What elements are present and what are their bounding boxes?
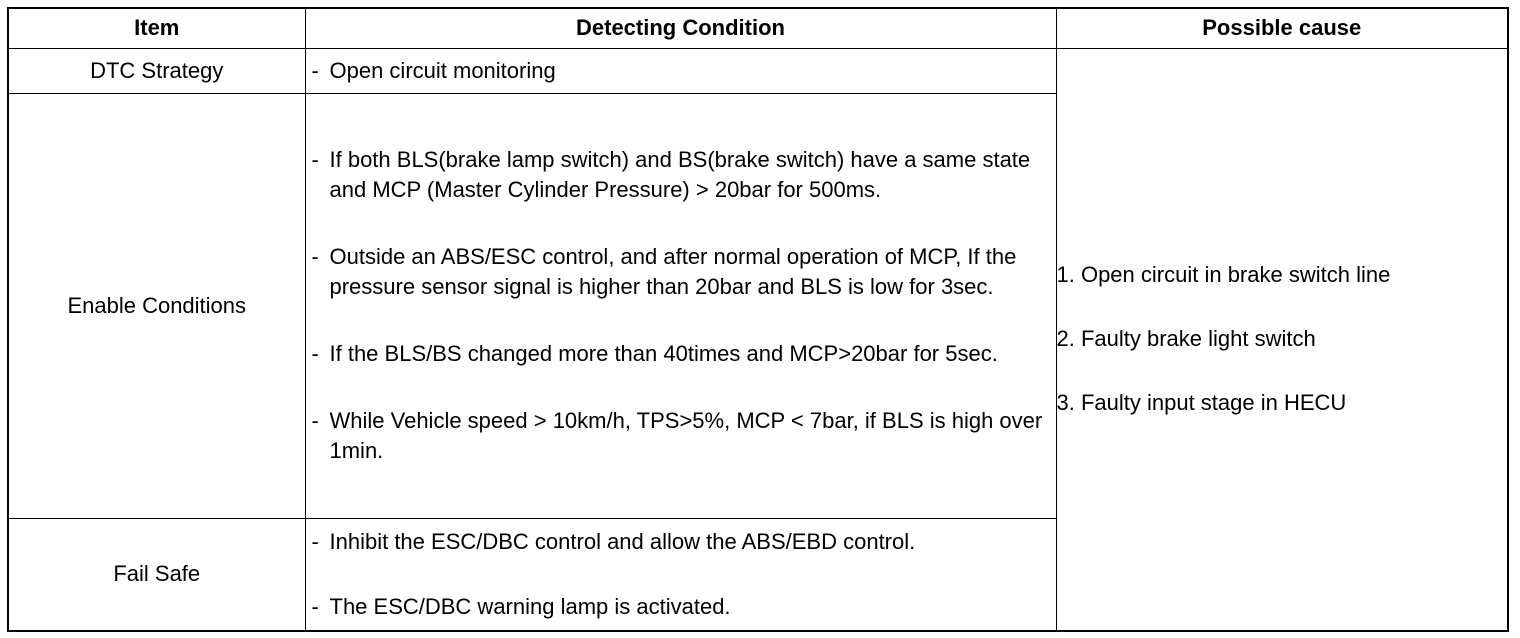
bullet-dash: -	[311, 147, 319, 172]
bullet-dash: -	[311, 57, 319, 83]
condition-cell-fail-safe	[305, 518, 1056, 631]
condition-bullet	[306, 242, 1056, 302]
bullet-dash: -	[311, 528, 319, 554]
header-possible-cause: Possible cause	[1056, 8, 1508, 48]
table-row-dtc-strategy	[8, 48, 1508, 93]
condition-text: If both BLS(brake lamp switch) and BS(brake switch) have a same state and MCP (Master Cylinder Pressure) > 20bar for 500ms.	[329, 147, 1031, 202]
cause-item: 1. Open circuit in brake switch line	[1056, 262, 1391, 288]
header-item: Item	[8, 8, 305, 48]
condition-cell-dtc-strategy	[305, 48, 1056, 93]
bullet-dash: -	[311, 244, 319, 269]
condition-bullet	[306, 145, 1056, 205]
condition-bullet	[306, 592, 1056, 622]
condition-text: Inhibit the ESC/DBC control and allow the ABS/EBD control.	[329, 528, 916, 554]
condition-cell-enable-conditions	[305, 93, 1056, 518]
item-dtc-strategy: DTC Strategy	[8, 48, 305, 93]
condition-text: The ESC/DBC warning lamp is activated.	[329, 593, 731, 619]
condition-bullet	[306, 56, 1056, 86]
condition-text: Open circuit monitoring	[329, 57, 556, 83]
bullet-dash: -	[311, 593, 319, 619]
condition-text: While Vehicle speed > 10km/h, TPS>5%, MCP < 7bar, if BLS is high over 1min.	[329, 408, 1043, 463]
condition-bullet	[306, 527, 1056, 557]
dtc-spec-table	[7, 7, 1509, 632]
condition-text: Outside an ABS/ESC control, and after normal operation of MCP, If the pressure sensor signal is higher than 20bar and BLS is low for 3sec.	[329, 244, 1017, 299]
cause-item: 3. Faulty input stage in HECU	[1056, 390, 1347, 416]
cause-item: 2. Faulty brake light switch	[1056, 326, 1316, 352]
header-detecting-condition: Detecting Condition	[305, 8, 1056, 48]
table-header-row	[8, 8, 1508, 48]
condition-text: If the BLS/BS changed more than 40times and MCP>20bar for 5sec.	[329, 341, 998, 366]
bullet-dash: -	[311, 341, 319, 366]
bullet-dash: -	[311, 408, 319, 433]
item-fail-safe: Fail Safe	[8, 518, 305, 631]
item-enable-conditions: Enable Conditions	[8, 93, 305, 518]
condition-bullet	[306, 406, 1056, 466]
possible-cause-cell	[1056, 48, 1508, 631]
condition-bullet	[306, 339, 1056, 369]
